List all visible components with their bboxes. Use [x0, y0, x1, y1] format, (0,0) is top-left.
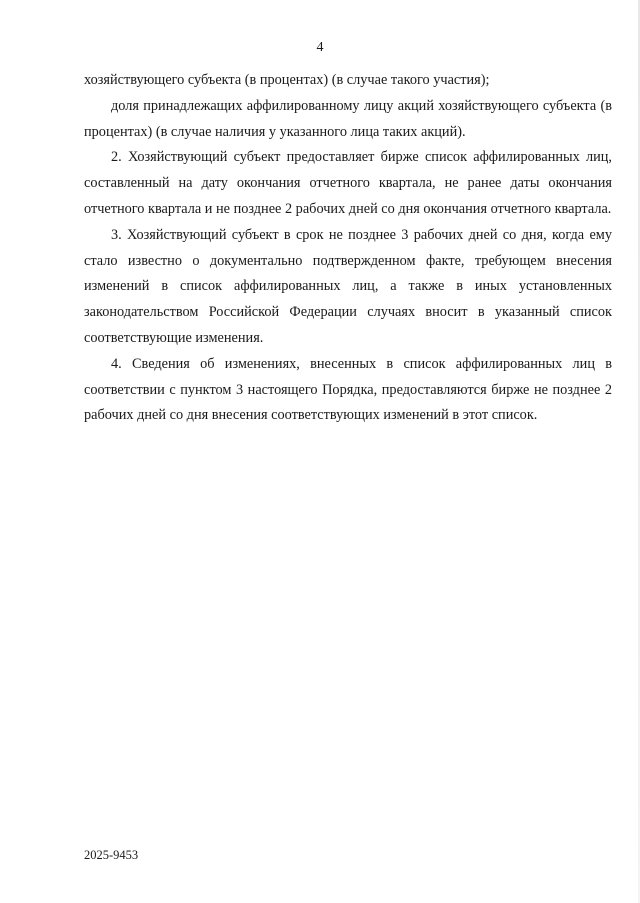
paragraph-continuation: хозяйствующего субъекта (в процентах) (в случае такого участия); — [84, 72, 490, 88]
document-body — [84, 68, 612, 429]
document-code: 2025-9453 — [84, 848, 139, 862]
paragraph-item-2: 2. Хозяйствующий субъект предоставляет бирже список аффилированных лиц, составленный на дату окончания отчетного квартала, не ранее даты окончания отчетного квартала и не позднее 2 рабочих дней со дня окончания отчетного квартала. — [84, 149, 612, 217]
page-number: 4 — [316, 40, 324, 55]
paragraph-shares-share: доля принадлежащих аффилированному лицу акций хозяйствующего субъекта (в процентах) (в случае наличия у указанного лица таких акций). — [84, 97, 612, 140]
paragraph-item-4: 4. Сведения об изменениях, внесенных в список аффилированных лиц в соответствии с пунктом 3 настоящего Порядка, предоставляются бирже не позднее 2 рабочих дней со дня внесения соответствующих изменений в этот список. — [84, 355, 612, 424]
paragraph-item-3: 3. Хозяйствующий субъект в срок не позднее 3 рабочих дней со дня, когда ему стало известно о документально подтвержденном факте, требующем внесения изменений в список аффилированных лиц, а также в иных установленных законодательством Российской Федерации случаях вносит в указанный список соответствующие изменения. — [84, 226, 612, 346]
